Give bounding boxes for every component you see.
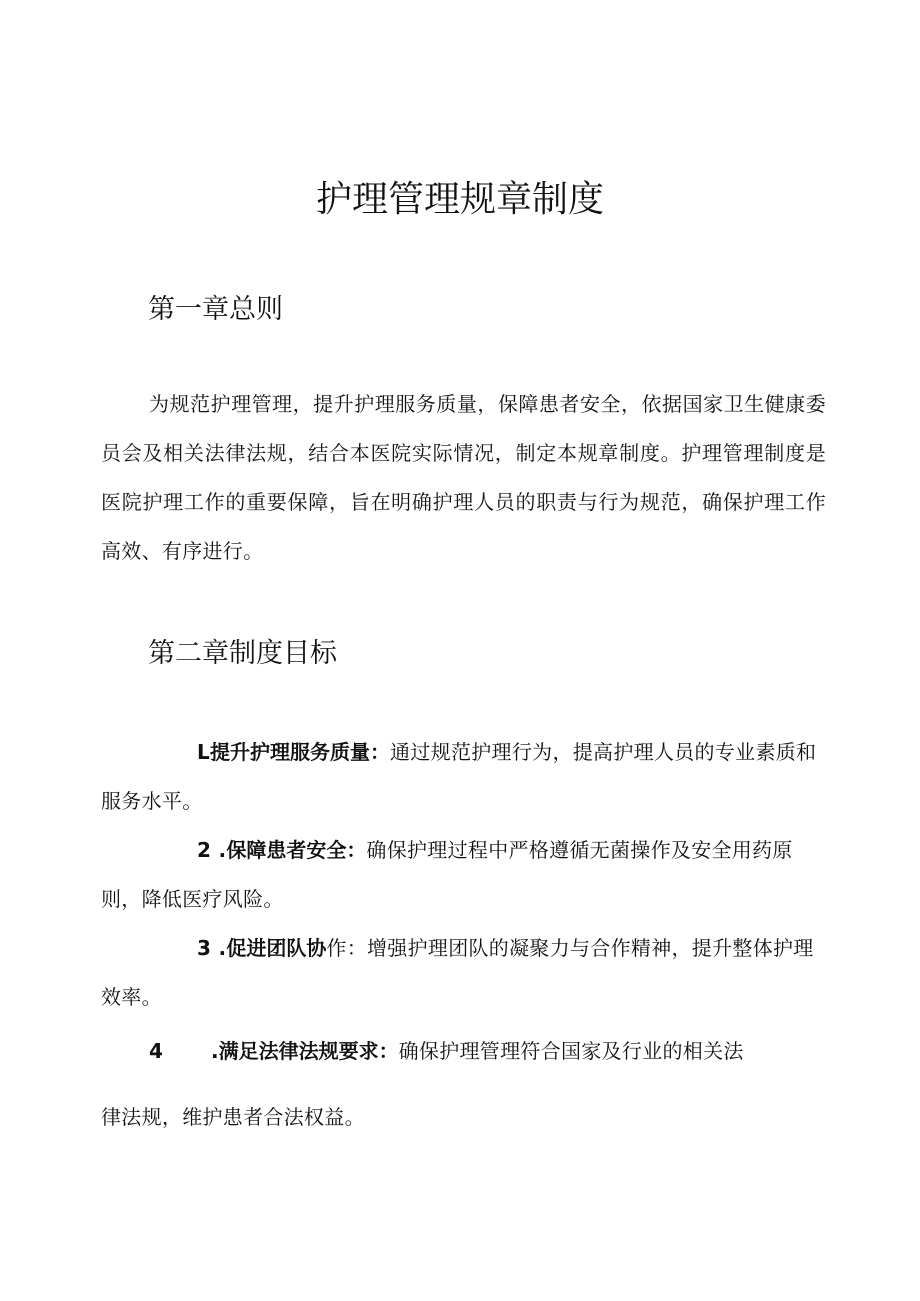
goal-item-4 <box>149 1027 829 1076</box>
chapter-2-heading: 第二章制度目标 <box>148 638 337 669</box>
goal-item-3-number: 3 . <box>197 936 227 960</box>
document-title: 护理管理规章制度 <box>315 179 604 220</box>
goal-item-3-lead-tail: 作： <box>326 936 367 960</box>
goal-item-4-lead: .满足法律法规要求： <box>211 1039 399 1063</box>
goal-item-1-text: 通过规范护理行为，提高护理人员的专业素质和服务水平。 <box>101 740 817 813</box>
goal-item-4-continuation: 律法规，维护患者合法权益。 <box>101 1105 365 1129</box>
goal-item-2-number: 2 . <box>197 838 227 862</box>
chapter-1-heading: 第一章总则 <box>148 294 283 325</box>
goal-item-1-number: L <box>197 740 211 764</box>
goal-item-4-text: 确保护理管理符合国家及行业的相关法 <box>398 1039 744 1063</box>
chapter-1-paragraph: 为规范护理管理，提升护理服务质量，保障患者安全，依据国家卫生健康委员会及相关法律法规，结合本医院实际情况，制定本规章制度。护理管理制度是医院护理工作的重要保障，旨在明确护理人员的职责与行为规范，确保护理工作高效、有序进行。 <box>101 392 826 563</box>
goal-item-3-text: 增强护理团队的凝聚力与合作精神，提升整体护理效率。 <box>101 936 814 1009</box>
goal-item-2-lead: 保障患者安全： <box>226 838 367 862</box>
goal-item-2-text: 确保护理过程中严格遵循无菌操作及安全用药原则，降低医疗风险。 <box>101 838 793 911</box>
goal-item-1 <box>101 728 831 826</box>
goal-item-4-number: 4 <box>149 1039 164 1063</box>
goal-item-2 <box>101 826 831 924</box>
goal-item-3 <box>101 924 831 1022</box>
goal-item-1-lead: 提升护理服务质量： <box>210 740 391 764</box>
goal-item-3-lead: 促进团队协 <box>226 936 327 960</box>
